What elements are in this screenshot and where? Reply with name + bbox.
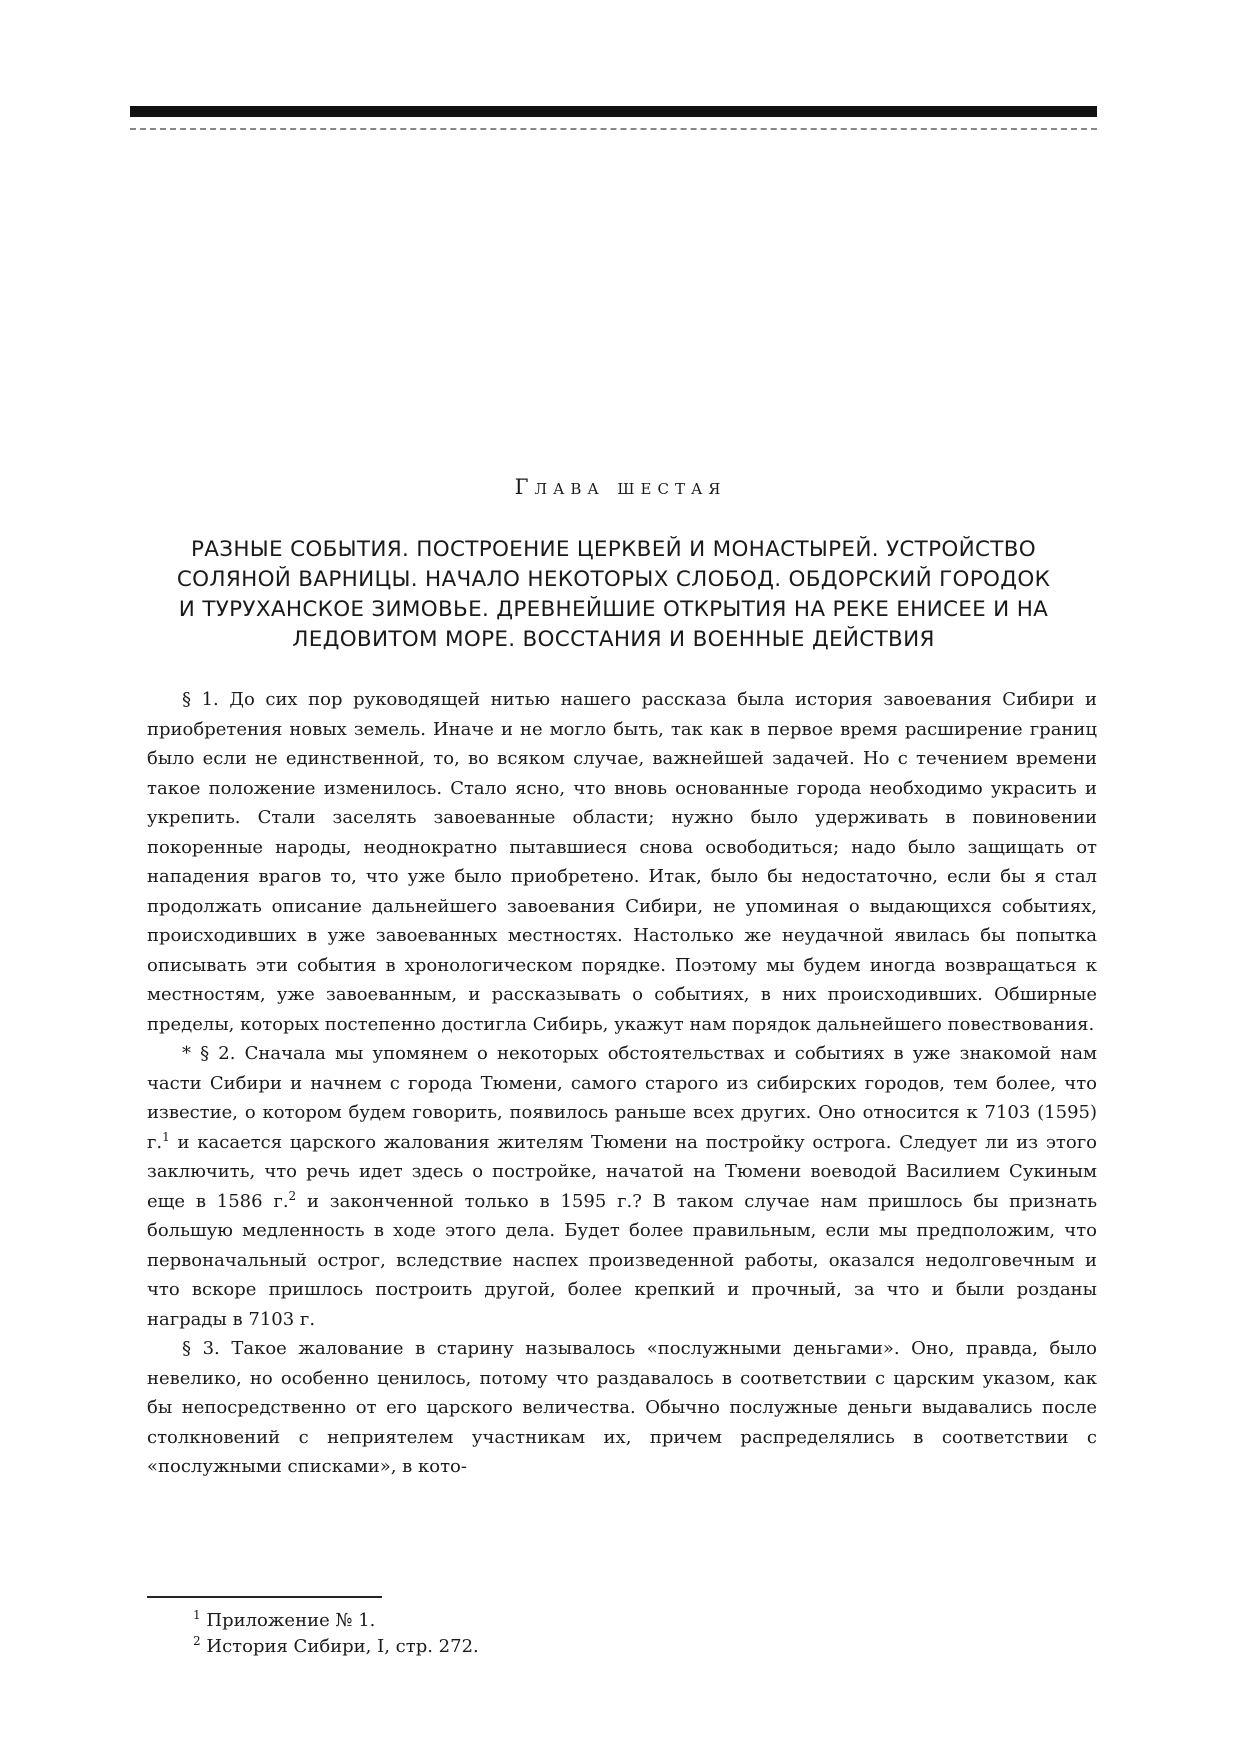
paragraph-marker: * [182, 1043, 191, 1064]
footnote [193, 1608, 479, 1634]
header-rule-thick [130, 106, 1097, 117]
footnote-ref-1[interactable]: 1 [162, 1129, 170, 1144]
chapter-title-line: ЛЕДОВИТОМ МОРЕ. ВОССТАНИЯ И ВОЕННЫЕ ДЕЙСТВИЯ [292, 627, 935, 652]
chapter-title-line: И ТУРУХАНСКОЕ ЗИМОВЬЕ. ДРЕВНЕЙШИЕ ОТКРЫТИЯ НА РЕКЕ ЕНИСЕЕ И НА [178, 597, 1049, 622]
paragraph-2-part-b: и касается царского жалования жителям Тюмени на постройку острога. Следует ли из этого заключить, что речь идет здесь о постройке, начатой на Тюмени воеводой Василием Сукиным еще в 1586 г. [147, 1131, 1097, 1212]
chapter-title [130, 535, 1097, 655]
chapter-title-line: РАЗНЫЕ СОБЫТИЯ. ПОСТРОЕНИЕ ЦЕРКВЕЙ И МОНАСТЫРЕЙ. УСТРОЙСТВО [190, 537, 1037, 562]
paragraph-2-part-a: § 2. Сначала мы упомянем о некоторых обстоятельствах и событиях в уже знакомой нам части Сибири и начнем с города Тюмени, самого старого из сибирских городов, тем более, что известие, о котором будем говорить, появилось раньше всех других. Оно относится к 7103 (1595) г. [147, 1043, 1097, 1153]
footnotes [193, 1608, 479, 1660]
paragraph-1: § 1. До сих пор руководящей нитью нашего рассказа была история завоевания Сибири и приобретения новых земель. Иначе и не могло быть, так как в первое время расширение границ было если не единственной, то, во всяком случае, важнейшей задачей. Но с течением времени такое положение изменилось. Стало ясно, что вновь основанные города необходимо украсить и укрепить. Стали заселять завоеванные области; нужно было удерживать в повиновении покоренные народы, неоднократно пытавшиеся снова освободиться; надо было защищать от нападения врагов то, что уже было приобретено. Итак, было бы недостаточно, если бы я стал продолжать описание дальнейшего завоевания Сибири, не упоминая о выдающихся событиях, происходивших в уже завоеванных местностях. Настолько же неудачной явилась бы попытка описывать эти события в хронологическом порядке. Поэтому мы будем иногда возвращаться к местностям, уже завоеванным, и рассказывать о событиях, в них происходивших. Обширные пределы, которых постепенно достигла Сибирь, укажут нам порядок дальнейшего повествования. [147, 689, 1097, 1035]
paragraph-3: § 3. Такое жалование в старину называлось «послужными деньгами». Оно, правда, было невелико, но особенно ценилось, потому что раздавалось в соответствии с царским указом, как бы непосредственно от его царского величества. Обычно послужные деньги выдавались после столкновений с неприятелем участникам их, причем распределялись в соответствии с «послужными списками», в кото- [147, 1338, 1097, 1477]
header-rule-thin [130, 128, 1097, 130]
chapter-label: Глава шестая [514, 475, 727, 499]
footnote-number: 2 [193, 1634, 201, 1648]
footnote-divider [147, 1596, 382, 1598]
footnote [193, 1634, 479, 1660]
footnote-text: Приложение № 1. [206, 1610, 376, 1631]
body-text [147, 685, 1097, 1482]
footnote-text: История Сибири, I, стр. 272. [206, 1636, 479, 1657]
footnote-ref-2[interactable]: 2 [288, 1188, 297, 1203]
chapter-title-line: СОЛЯНОЙ ВАРНИЦЫ. НАЧАЛО НЕКОТОРЫХ СЛОБОД. ОБДОРСКИЙ ГОРОДОК [176, 567, 1051, 592]
paragraph-2 [147, 1039, 1097, 1334]
paragraph-2-part-c: и законченной только в 1595 г.? В таком случае нам пришлось бы признать большую медленность в ходе этого дела. Будет более правильным, если мы предположим, что первоначальный острог, вследствие наспех произведенной работы, оказался недолговечным и что вскоре пришлось построить другой, более крепкий и прочный, за что и были розданы награды в 7103 г. [147, 1190, 1097, 1330]
footnote-number: 1 [193, 1608, 201, 1622]
